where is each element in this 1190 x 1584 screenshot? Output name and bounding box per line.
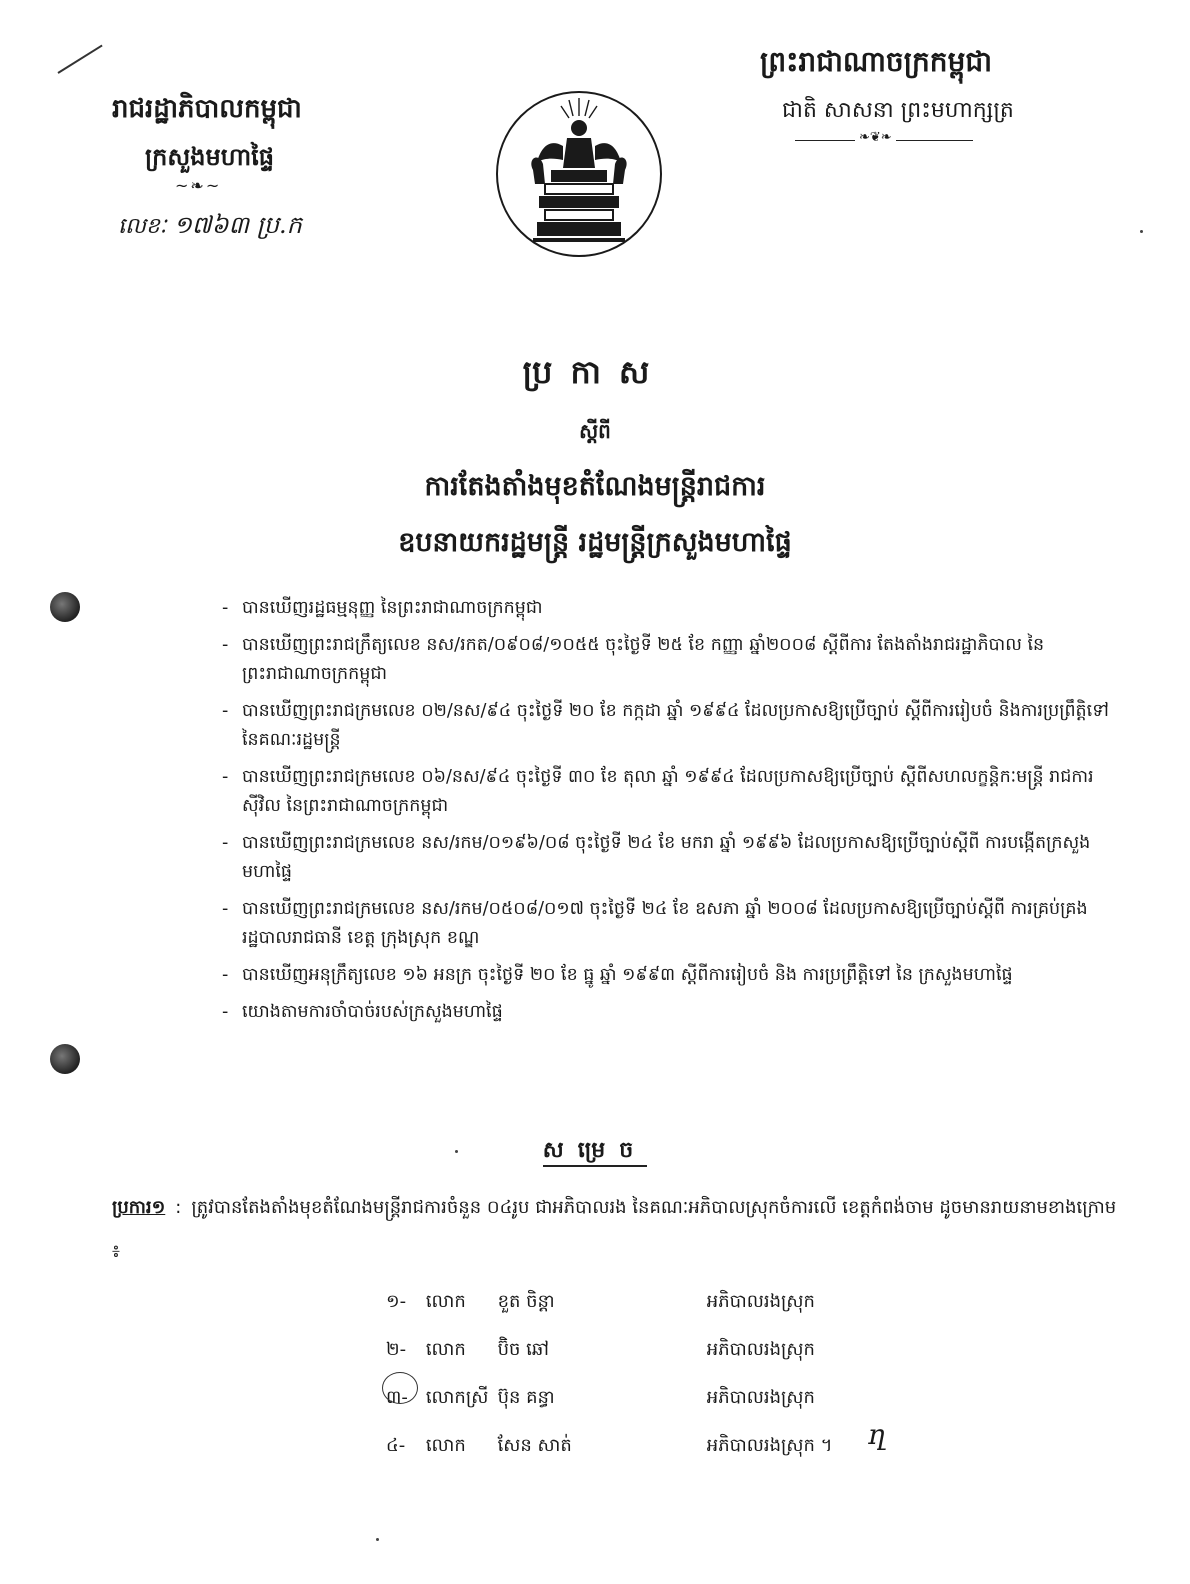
appointee-honorific: លោក	[425, 1434, 466, 1456]
reference-item: - បានឃើញព្រះរាជក្រមលេខ ០៦/នស/៩៤ ចុះថ្ងៃទី ៣០ ខែ តុលា ឆ្នាំ ១៩៩៤ ដែលប្រកាសឱ្យប្រើច្បាប់ ស្តីពីសហលក្ខន្តិកៈមន្ត្រី រាជការស៊ីវិល នៃព្រះរាជាណាចក្រកម្ពុជា	[222, 763, 1122, 821]
appointee-row	[386, 1326, 906, 1374]
issuer-heading: ឧបនាយករដ្ឋមន្ត្រី រដ្ឋមន្ត្រីក្រសួងមហាផ្ទៃ	[398, 527, 792, 558]
document-subtitle: ស្តីពី	[579, 419, 611, 443]
appointee-row	[386, 1278, 906, 1326]
motto-divider	[795, 130, 973, 145]
appointee-name: សែន សាត់	[497, 1434, 572, 1456]
appointee-name: ខួត ចិន្តា	[497, 1290, 555, 1312]
reference-item: - បានឃើញព្រះរាជក្រមលេខ នស/រកម/០១៩៦/០៨ ចុះថ្ងៃទី ២៤ ខែ មករា ឆ្នាំ ១៩៩៦ ដែលប្រកាសឱ្យប្រើច្បាប់ស្តីពី ការបង្កើតក្រសួងមហាផ្ទៃ	[222, 829, 1122, 887]
appointee-number: ២-	[386, 1338, 407, 1360]
article-text: ត្រូវបានតែងតាំងមុខតំណែងមន្ត្រីរាជការចំនួន ០៤រូប ជាអភិបាលរង នៃគណៈអភិបាលស្រុកចំការលើ ខេត្តកំពង់ចាម ដូចមានរាយនាមខាងក្រោម ៖	[112, 1197, 1117, 1262]
appointee-name: ប៊ុន គន្ធា	[497, 1386, 555, 1408]
scan-speck	[376, 1538, 379, 1541]
article-colon: :	[175, 1197, 182, 1218]
royal-emblem-icon	[493, 88, 665, 260]
national-motto: ជាតិ សាសនា ព្រះមហាក្សត្រ	[782, 98, 1014, 123]
article-label: ប្រការ១	[112, 1197, 166, 1218]
appointee-honorific: លោក	[425, 1338, 466, 1360]
reference-item: - បានឃើញព្រះរាជក្រមលេខ នស/រកម/០៥០៨/០១៧ ចុះថ្ងៃទី ២៤ ខែ ឧសភា ឆ្នាំ ២០០៨ ដែលប្រកាសឱ្យប្រើច្បាប់ស្តីពី ការគ្រប់គ្រងរដ្ឋបាលរាជធានី ខេត្ត ក្រុងស្រុក ខណ្ឌ	[222, 895, 1122, 953]
scan-speck	[455, 1150, 458, 1153]
appointee-number: ៤-	[386, 1434, 406, 1456]
reference-item: - យោងតាមការចាំបាច់របស់ក្រសួងមហាផ្ទៃ	[222, 998, 1122, 1027]
reference-item: - បានឃើញរដ្ឋធម្មនុញ្ញ នៃព្រះរាជាណាចក្រកម្ពុជា	[222, 594, 1122, 623]
appointee-list	[386, 1278, 906, 1470]
appointee-name: ប៊ិច ឆៅ	[497, 1338, 549, 1360]
handwritten-circle-mark	[382, 1372, 418, 1404]
appointee-row	[386, 1374, 906, 1422]
article-1	[112, 1186, 1122, 1274]
pen-stroke-mark	[57, 45, 102, 74]
appointee-number: ១-	[386, 1290, 407, 1312]
appointee-position: អភិបាលរងស្រុក ។	[706, 1434, 833, 1456]
appointee-number: ៣-	[386, 1386, 408, 1408]
reference-number	[118, 210, 302, 245]
appointee-honorific: លោកស្រី	[425, 1386, 489, 1408]
decision-heading-text: សម្រេច	[543, 1138, 647, 1167]
document-title: ប្រកាស	[522, 353, 668, 391]
reference-item: - បានឃើញអនុក្រឹត្យលេខ ១៦ អនក្រ ចុះថ្ងៃទី ២០ ខែ ធ្នូ ឆ្នាំ ១៩៩៣ ស្តីពីការរៀបចំ និង ការប្រព្រឹត្តិទៅ នៃ ក្រសួងមហាផ្ទៃ	[222, 961, 1122, 990]
subject-heading: ការតែងតាំងមុខតំណែងមន្ត្រីរាជការ	[424, 471, 766, 502]
ornament-left: ~❧~	[175, 176, 222, 195]
appointee-position: អភិបាលរងស្រុក	[706, 1386, 815, 1408]
reference-value: ១៧៦៣ ប្រ.ក	[173, 211, 302, 239]
punch-hole	[50, 592, 80, 622]
legal-references-list	[222, 594, 1122, 1035]
scan-speck	[1140, 230, 1143, 233]
appointee-position: អភិបាលរងស្រុក	[706, 1290, 815, 1312]
ministry-name: ក្រសួងមហាផ្ទៃ	[145, 143, 275, 171]
appointee-honorific: លោក	[425, 1290, 466, 1312]
handwritten-mark: ղ	[868, 1418, 886, 1451]
appointee-position: អភិបាលរងស្រុក	[706, 1338, 815, 1360]
appointee-row	[386, 1422, 906, 1470]
divider-ornament: ❧❦❧	[855, 130, 896, 145]
reference-item: - បានឃើញព្រះរាជក្រមលេខ ០២/នស/៩៤ ចុះថ្ងៃទី ២០ ខែ កក្កដា ឆ្នាំ ១៩៩៤ ដែលប្រកាសឱ្យប្រើច្បាប់ ស្តីពីការរៀបចំ និងការប្រព្រឹត្តិទៅ នៃគណៈរដ្ឋមន្ត្រី	[222, 697, 1122, 755]
kingdom-name: ព្រះរាជាណាចក្រកម្ពុជា	[760, 45, 993, 78]
reference-item: - បានឃើញព្រះរាជក្រឹត្យលេខ នស/រកត/០៩០៨/១០៥៥ ចុះថ្ងៃទី ២៥ ខែ កញ្ញា ឆ្នាំ២០០៨ ស្តីពីការ តែងតាំងរាជរដ្ឋាភិបាល នៃព្រះរាជាណាចក្រកម្ពុជា	[222, 631, 1122, 689]
government-name: រាជរដ្ឋាភិបាលកម្ពុជា	[112, 94, 302, 124]
decision-heading	[0, 1136, 1190, 1168]
reference-label: លេខៈ	[118, 214, 167, 239]
punch-hole	[50, 1044, 80, 1074]
